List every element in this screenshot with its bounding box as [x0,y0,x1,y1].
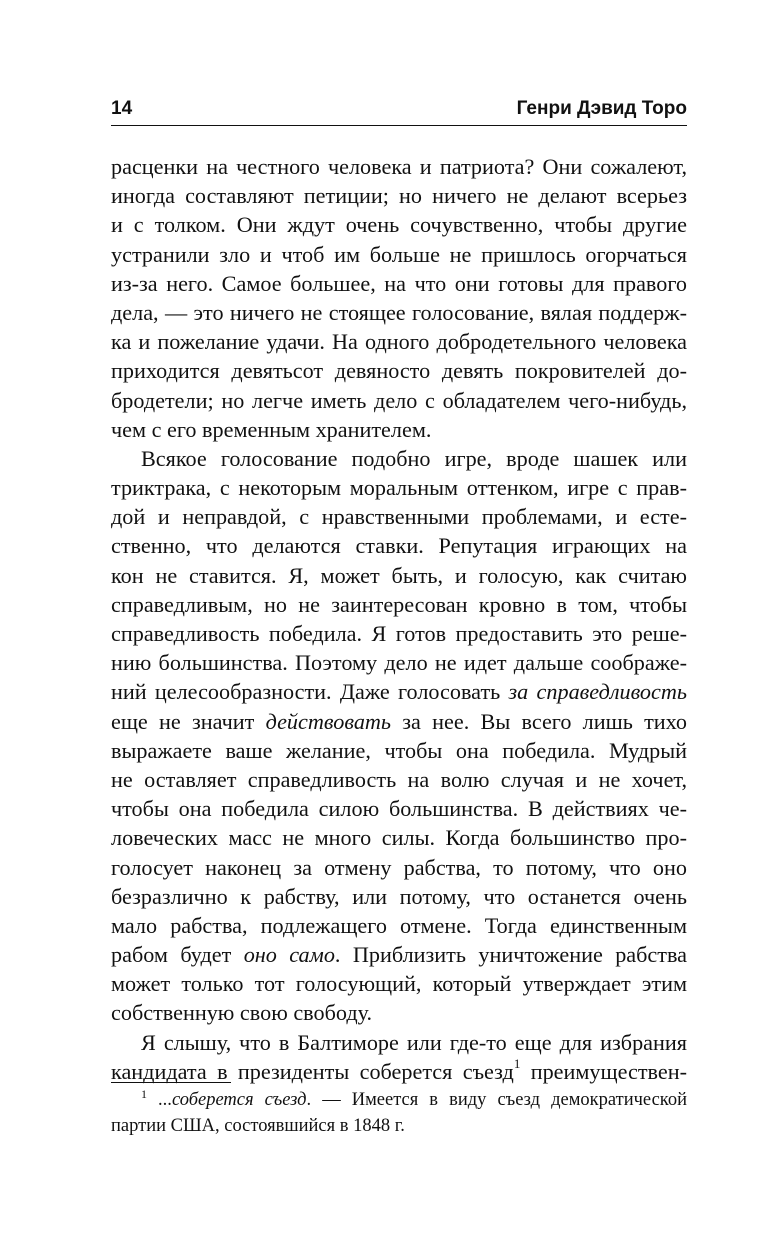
text-line [111,736,687,765]
text-line [111,794,687,823]
emphasis-text: за справедливость [508,679,687,705]
emphasis-text: соберется съезд [171,1090,307,1110]
text-segment: иногда составляют петиции; но ничего не делают всерьез [111,183,687,209]
paragraph [111,152,687,444]
text-line [111,181,687,210]
emphasis-text: действовать [265,708,392,734]
text-line [111,619,687,648]
text-segment: голосует наконец за отмену рабства, то потому, что оно [111,854,687,880]
text-segment: устранили зло и чтоб им больше не пришлось огорчаться [111,241,687,267]
text-line [111,269,687,298]
text-segment: ственно, что делаются ставки. Репутация играющих на [111,533,687,559]
text-segment: за нее. Вы всего лишь тихо [391,708,687,734]
text-segment: ... [147,1090,172,1110]
text-line [111,240,687,269]
text-line [111,561,687,590]
text-segment: дела, — это ничего не стоящее голосование, вялая поддерж- [111,299,687,325]
text-segment: не оставляет справедливость на волю случая и не хочет, [111,766,687,792]
text-segment: чем с его временным хранителем. [111,416,432,442]
text-segment: ловеческих масс не много силы. Когда большинство про- [111,825,687,851]
text-segment: еще не значит [111,708,266,734]
text-segment: триктрака, с некоторым моральным оттенком, игре с прав- [111,475,687,501]
text-line [111,415,687,444]
text-line [111,590,687,619]
text-line [111,473,687,502]
body-text [111,152,687,1086]
text-segment: Я слышу, что в Балтиморе или где-то еще для избрания [141,1029,687,1055]
text-segment: рабом будет [111,942,244,968]
text-line [111,882,687,911]
text-segment: и с толком. Они ждут очень сочувственно, чтобы другие [111,212,687,238]
running-head-author: Генри Дэвид Торо [516,98,687,119]
text-segment: преимуществен- [520,1058,688,1084]
page-number: 14 [111,98,133,119]
text-line [111,648,687,677]
text-line [111,940,687,969]
footnote-rule [111,1082,231,1083]
text-segment: . Приблизить уничтожение рабства [334,942,687,968]
running-header [111,94,687,124]
text-segment: Всякое голосование подобно игре, вроде шашек или [141,445,687,471]
text-segment: приходится девятьсот девяносто девять покровителей до- [111,358,687,384]
text-segment: мало рабства, подлежащего отмене. Тогда единственным [111,912,687,938]
text-segment: собственную свою свободу. [111,1000,373,1026]
text-line [111,502,687,531]
text-segment: дой и неправдой, с нравственными проблемами, и есте- [111,504,687,530]
text-segment: выражаете ваше желание, чтобы она победила. Мудрый [111,737,687,763]
text-segment: нию большинства. Поэтому дело не идет дальше соображе- [111,650,687,676]
text-segment: ка и пожелание удачи. На одного добродетельного человека [111,329,687,355]
footnote-marker: 1 [141,1086,147,1101]
text-segment: кон не ставится. Я, может быть, и голосую, как считаю [111,562,687,588]
text-line [111,969,687,998]
text-line [111,677,687,706]
text-line [111,386,687,415]
text-segment: может только тот голосующий, который утверждает этим [111,971,687,997]
text-line [111,998,687,1027]
text-line [111,911,687,940]
paragraph [111,444,687,1028]
text-line [111,444,687,473]
text-segment: ний целесообразности. Даже голосовать [111,679,509,705]
text-segment: из-за него. Самое большее, на что они готовы для правого [111,270,687,296]
text-segment: кандидата в президенты соберется съезд [111,1058,514,1084]
footnote-line [111,1088,687,1114]
text-segment: . — Имеется в виду съезд демократической [306,1090,688,1110]
paragraph [111,1028,687,1086]
text-line [111,210,687,239]
text-line [111,823,687,852]
text-segment: партии США, состоявшийся в 1848 г. [111,1115,405,1136]
text-segment: чтобы она победила силою большинства. В действиях че- [111,796,687,822]
text-line [111,356,687,385]
text-line [111,1028,687,1057]
footnote-marker: 1 [513,1056,521,1072]
text-segment: безразлично к рабству, или потому, что останется очень [111,883,687,909]
text-line [111,152,687,181]
footnote-line [111,1114,687,1140]
text-line [111,531,687,560]
text-segment: расценки на честного человека и патриота? Они сожалеют, [111,154,687,179]
text-segment: справедливость победила. Я готов предоставить это реше- [111,621,687,646]
text-line [111,298,687,327]
text-line [111,853,687,882]
text-line [111,765,687,794]
footnote [111,1088,687,1139]
text-segment: бродетели; но легче иметь дело с обладателем чего-нибудь, [111,387,687,413]
header-rule [111,125,687,126]
text-line [111,327,687,356]
text-segment: справедливым, но не заинтересован кровно в том, чтобы [111,591,687,617]
emphasis-text: оно само [243,942,335,968]
text-line [111,707,687,736]
